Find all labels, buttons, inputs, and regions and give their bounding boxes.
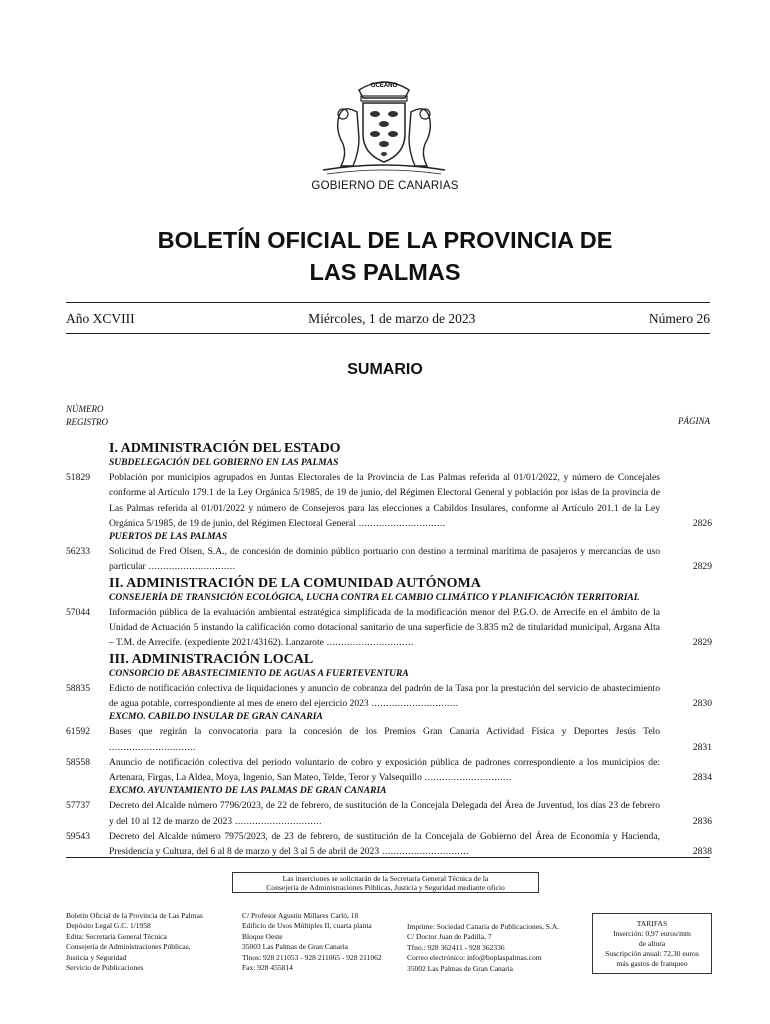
dot-leader: .............................. [421,772,512,784]
registry-number: 56233 [66,546,90,558]
page-number: 2829 [692,637,712,649]
footer-address-line: Fax: 928 455814 [242,963,293,973]
footer-address [242,911,382,973]
footer-publisher-line: Justicia y Seguridad [66,952,127,962]
footer-tarifas-line: de altura [638,939,666,948]
col-pagina-label: PÁGINA [678,416,710,426]
footer-printer-line: 35002 Las Palmas de Gran Canaria [407,963,514,973]
registry-number: 59543 [66,831,90,843]
agency-subtitle: EXCMO. CABILDO INSULAR DE GRAN CANARIA [109,712,323,723]
dot-leader: .............................. [145,561,236,573]
dot-leader: .............................. [355,517,446,529]
footer-publisher-line: Boletín Oficial de la Provincia de Las Palmas [66,911,203,920]
footer-address-line: Edificio de Usos Múltiples II, cuarta planta [242,921,372,931]
entry-description: Anuncio de notificación colectiva del periodo voluntario de cobro y exposición pública de padrones correspondiente a los municipios de: Artenara, Firgas, La Aldea, Moya, Ingenio, San Mateo, Telde, Teror y Valsequillo [109,756,660,784]
notice-line-2: Consejería de Administraciones Públicas, Justicia y Seguridad mediante oficio [266,883,505,892]
summary-entry [66,544,712,575]
footer-address-line: C/ Profesor Agustín Millares Carló, 18 [242,911,359,920]
footer-tarifas [592,913,712,974]
entry-description: Decreto del Alcalde número 7796/2023, de 22 de febrero, de sustitución de la Concejala Delegada del Área de Juventud, los días 23 de febrero y del 10 al 12 de marzo de 2023 [109,800,660,827]
entry-text [109,798,660,829]
issue-meta [66,311,710,327]
content-bottom-rule [66,857,710,858]
footer-tarifas-line: Inserción: 0,97 euros/mm [613,929,691,938]
agency-subtitle: CONSORCIO DE ABASTECIMIENTO DE AGUAS A FUERTEVENTURA [109,668,409,679]
dot-leader: .............................. [368,697,459,709]
entry-text [109,724,660,755]
insertion-notice [232,872,539,893]
footer-publisher-line: Edita: Secretaría General Técnica [66,931,167,941]
summary-entry [66,605,712,651]
summary-heading: SUMARIO [347,361,423,378]
footer-publisher [66,911,203,973]
registry-number: 57044 [66,606,90,618]
footer-address-line: Tlnos: 928 211053 - 928 211065 - 928 211062 [242,952,382,962]
column-header-registry [66,403,108,429]
summary-entry [66,829,712,860]
footer-printer-line: C/ Doctor Juan de Padilla, 7 [407,932,492,942]
summary-entry [66,470,712,531]
notice-line-1: Las inserciones se solicitarán de la Secretaría General Técnica de la [282,874,489,883]
header-rule-bottom [66,333,710,334]
agency-subtitle: SUBDELEGACIÓN DEL GOBIERNO EN LAS PALMAS [109,458,339,468]
entry-text [109,755,660,786]
footer-tarifas-line: Suscripción anual: 72,30 euros [605,949,699,958]
entry-description: Información pública de la evaluación ambiental estratégica simplificada de la modificación menor del P.G.O. de Arrecife en el ámbito de la Unidad de Actuación 5 instando la calificación como dotacional sanitario de una superficie de 3.835 m2 de titularidad municipal, Argana Alta – T.M. de Arrecife. (expediente 2021/43162). Lanzarote [109,606,660,649]
col-numero-label: NÚMERO [66,404,104,414]
footer-publisher-line: Consejería de Administraciones Públicas, [66,942,191,952]
page-number: 2826 [692,517,712,529]
issue-year: Año XCVIII [66,311,135,326]
issue-date: Miércoles, 1 de marzo de 2023 [308,311,476,326]
government-name: GOBIERNO DE CANARIAS [311,180,459,192]
page-number: 2836 [692,815,712,827]
header-rule-top [66,302,710,303]
entry-text [109,829,660,860]
footer-printer-line: Tfno.: 928 362411 - 928 362336 [407,942,505,952]
registry-number: 58835 [66,682,90,694]
summary-entry [66,798,712,829]
footer-printer-line: Imprime: Sociedad Canaria de Publicaciones, S.A. [407,922,560,931]
page-number: 2829 [692,561,712,573]
registry-number: 61592 [66,726,90,738]
agency-subtitle: CONSEJERÍA DE TRANSICIÓN ECOLÓGICA, LUCHA CONTRA EL CAMBIO CLIMÁTICO Y PLANIFICACIÓN TERRITORIAL [109,592,640,603]
dot-leader: .............................. [232,815,322,827]
entry-description: Edicto de notificación colectiva de liquidaciones y anuncio de cobranza del padrón de la Tasa por la prestación del servicio de abastecimiento de agua potable, correspondiente al mes de enero del ejercicio 2023 [109,682,660,709]
section-title: I. ADMINISTRACIÓN DEL ESTADO [109,441,341,456]
footer-printer [407,922,559,974]
entry-description: Decreto del Alcalde número 7975/2023, de 23 de febrero, de sustitución de la Concejala de Gobierno del Área de Economía y Hacienda, Presidencia y Cultura, del 6 al 8 de marzo y del 3 al 5 de abril de 2023 [109,831,660,858]
page-number: 2831 [692,741,712,753]
footer-publisher-line: Depósito Legal G.C. 1/1958 [66,921,151,931]
summary-list [66,440,712,860]
entry-description: Solicitud de Fred Olsen, S.A., de concesión de dominio público portuario con destino a terminal marítima de pasajeros y mercancías de uso particular [109,546,660,573]
crest-motto: OCEANO [370,83,398,89]
dot-leader: .............................. [379,846,470,858]
section-title: II. ADMINISTRACIÓN DE LA COMUNIDAD AUTÓNOMA [109,575,481,591]
page-number: 2838 [692,846,712,858]
dot-leader: .............................. [109,741,196,753]
footer-address-line: Bloque Oeste [242,931,283,941]
summary-entry [66,724,712,755]
agency-subtitle: EXCMO. AYUNTAMIENTO DE LAS PALMAS DE GRAN CANARIA [109,786,387,797]
summary-entry [66,755,712,786]
footer-address-line: 35003 Las Palmas de Gran Canaria [242,942,349,952]
entry-description: Bases que regirán la convocatoria para la concesión de los Premios Gran Canaria Actividad Física y Deportes Jesús Telo [109,726,660,738]
page-number: 2830 [692,697,712,709]
entry-description: Población por municipios agrupados en Juntas Electorales de la Provincia de Las Palmas referida al 01/01/2022, y número de Concejales conforme al Artículo 179.1 de la Ley Orgánica 5/1985, de 19 de junio, del Régimen Electoral General y población por islas de la provincia de Las Palmas referida al 01/01/2022 y número de Consejeros para las elecciones a Cabildos Insulares, conforme al Artículo 201.1 de la Ley Orgánica 5/1985, de 19 de junio, del Régimen Electoral General [109,472,660,529]
registry-number: 58558 [66,756,90,768]
title-line-2: LAS PALMAS [309,259,461,285]
summary-entry [66,681,712,712]
title-line-1: BOLETÍN OFICIAL DE LA PROVINCIA DE [157,227,613,253]
footer-tarifas-line: más gastos de franqueo [616,959,688,968]
footer-tarifas-line: TARIFAS [636,919,668,928]
registry-number: 51829 [66,472,90,483]
bulletin-title [0,224,770,288]
agency-subtitle: PUERTOS DE LAS PALMAS [109,532,228,543]
entry-text [109,681,660,712]
registry-number: 57737 [66,800,90,812]
entry-text [109,605,660,651]
footer-printer-line: Correo electrónico: info@boplaspalmas.com [407,953,542,963]
issue-number: Número 26 [648,311,710,326]
dot-leader: .............................. [323,637,414,649]
coat-of-arms-icon [313,68,455,178]
col-registro-label: REGISTRO [66,417,108,427]
entry-text [109,544,660,575]
footer-publisher-line: Servicio de Publicaciones [66,963,144,973]
page-number: 2834 [692,772,712,784]
section-title: III. ADMINISTRACIÓN LOCAL [109,651,314,667]
entry-text [109,470,660,531]
